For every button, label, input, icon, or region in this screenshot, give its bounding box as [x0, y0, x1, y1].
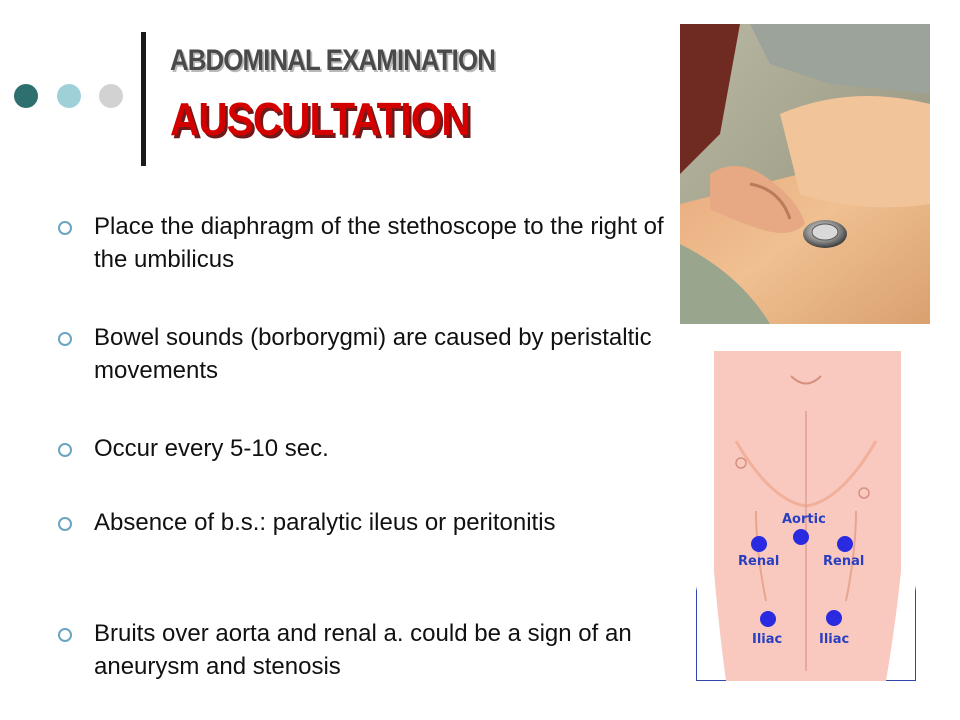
bullet-marker-icon	[58, 628, 72, 642]
renal-right-label: Renal	[823, 554, 865, 569]
iliac-right-label: Iliac	[819, 632, 850, 647]
dot-dark	[14, 84, 38, 108]
slide-title: ABDOMINAL EXAMINATION	[170, 44, 495, 77]
iliac-left-point	[760, 611, 776, 627]
dot-gray	[99, 84, 123, 108]
renal-left-label: Renal	[738, 554, 780, 569]
bullet-text: Place the diaphragm of the stethoscope to the right of the umbilicus	[94, 213, 664, 273]
bullet-marker-icon	[58, 517, 72, 531]
bullet-marker-icon	[58, 443, 72, 457]
iliac-left-label: Iliac	[752, 632, 783, 647]
bullet-text: Absence of b.s.: paralytic ileus or peritonitis	[94, 509, 556, 536]
title-divider	[141, 32, 146, 166]
bullet-text: Bowel sounds (borborygmi) are caused by peristaltic movements	[94, 324, 652, 384]
aortic-label: Aortic	[782, 512, 826, 527]
stethoscope-photo	[680, 24, 930, 324]
bullet-text: Bruits over aorta and renal a. could be a sign of an aneurysm and stenosis	[94, 620, 632, 680]
renal-left-point	[751, 536, 767, 552]
auscultation-diagram	[696, 351, 916, 681]
bullet-marker-icon	[58, 221, 72, 235]
renal-right-point	[837, 536, 853, 552]
torso-diagram-icon	[696, 351, 916, 681]
bullet-text: Occur every 5-10 sec.	[94, 435, 329, 462]
stethoscope-on-abdomen-icon	[680, 24, 930, 324]
aortic-point	[793, 529, 809, 545]
bullet-marker-icon	[58, 332, 72, 346]
iliac-right-point	[826, 610, 842, 626]
dot-light-teal	[57, 84, 81, 108]
slide-subtitle: AUSCULTATION	[170, 93, 470, 145]
